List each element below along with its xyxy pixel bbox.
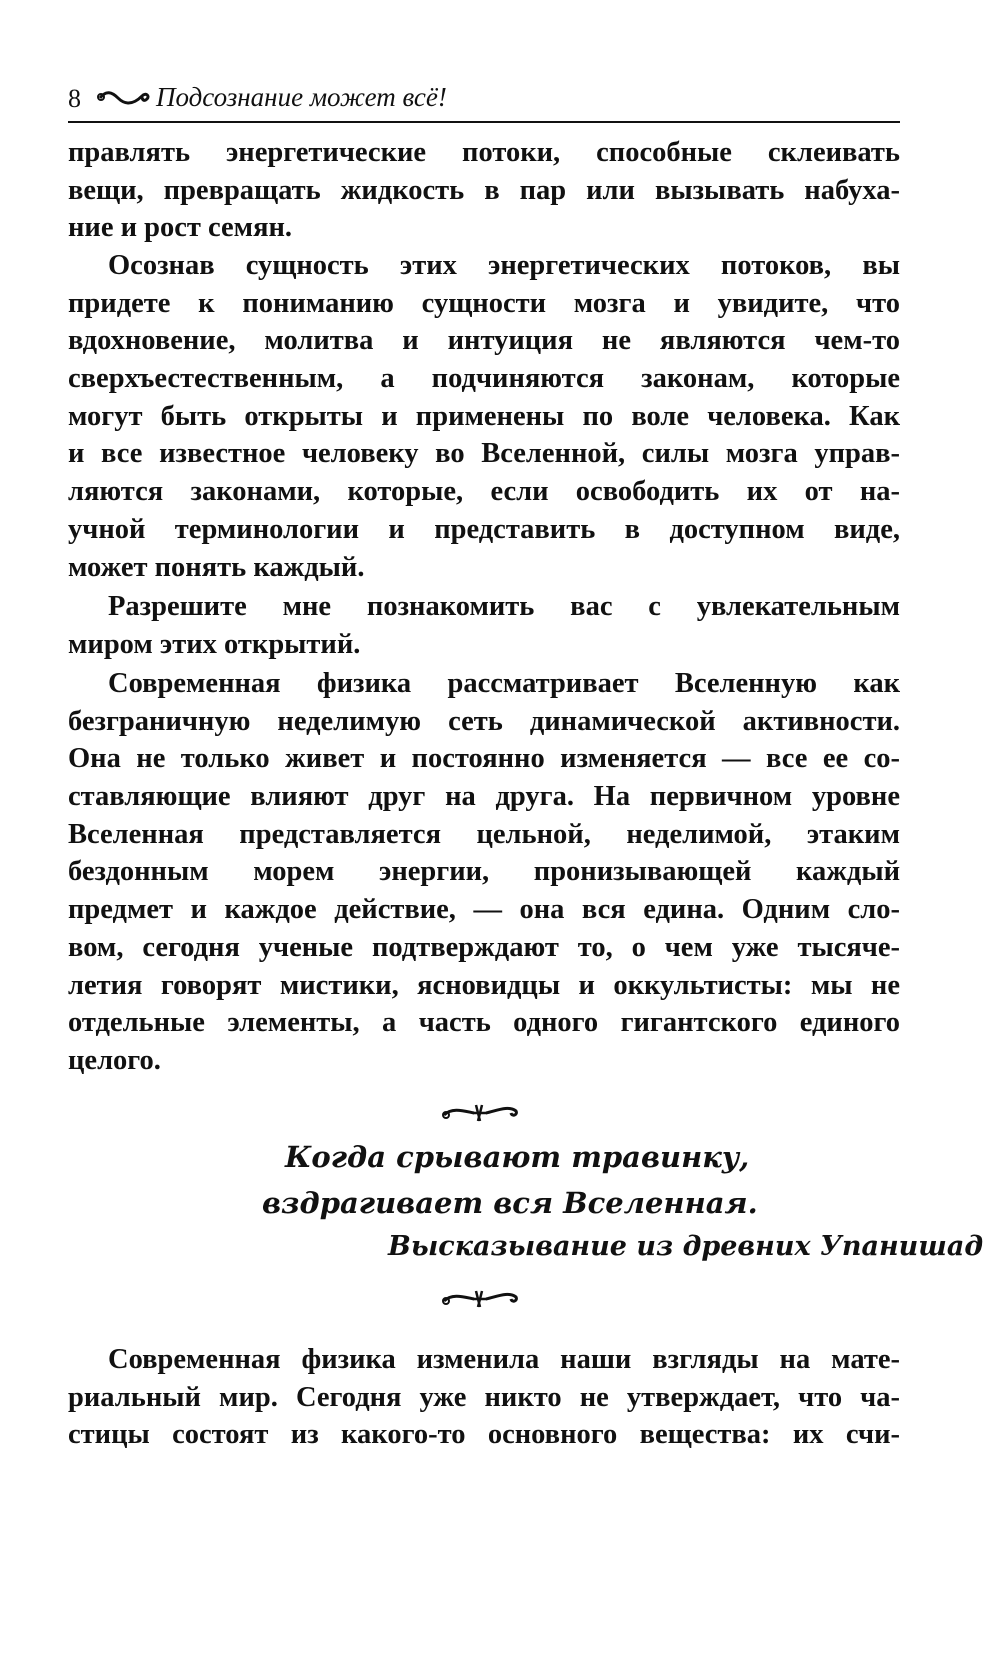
paragraph-5 <box>68 1341 900 1454</box>
page-number: 8 <box>68 84 81 113</box>
text-line: Разрешите мне познакомить вас с увлекательным <box>108 591 900 622</box>
paragraph-2 <box>68 247 900 586</box>
text-line: может понять каждый. <box>68 551 365 583</box>
text-line: предмет и каждое действие, — она вся едина. Одним сло- <box>68 894 900 926</box>
text-line: Она не только живет и постоянно изменяется — все ее со- <box>68 743 900 775</box>
paragraph-1 <box>68 134 900 247</box>
paragraph-3 <box>68 588 900 663</box>
text-line: Современная физика рассматривает Вселенную как <box>108 668 900 699</box>
text-line: ние и рост семян. <box>68 212 293 244</box>
text-line: учной терминологии и представить в доступном виде, <box>68 513 900 545</box>
text-line: вещи, превращать жидкость в пар или вызывать набуха- <box>68 174 900 206</box>
fleuron-icon <box>440 1101 520 1123</box>
text-line: Вселенная представляется цельной, неделимой, этаким <box>68 818 900 850</box>
fleuron-icon <box>440 1287 520 1309</box>
text-line: вдохновение, молитва и интуиция не являются чем-то <box>68 325 900 357</box>
text-line: Осознав сущность этих энергетических потоков, вы <box>108 250 900 281</box>
text-line: безграничную неделимую сеть динамической активности. <box>68 705 900 737</box>
text-line: могут быть открыты и применены по воле человека. Как <box>68 400 900 432</box>
ornament-icon <box>96 88 152 108</box>
text-line: риальный мир. Сегодня уже никто не утверждает, что ча- <box>68 1381 900 1413</box>
epigraph-attribution: Высказывание из древних Упанишад <box>388 1231 984 1262</box>
text-line: бездонным морем энергии, пронизывающей каждый <box>68 856 900 888</box>
text-line: вом, сегодня ученые подтверждают то, о чем уже тысяче- <box>68 931 900 963</box>
text-line: правлять энергетические потоки, способные склеивать <box>68 137 900 168</box>
epigraph-line: Когда срывают травинку, <box>285 1140 750 1174</box>
text-line: Современная физика изменила наши взгляды на мате- <box>108 1344 900 1375</box>
text-line: ляются законами, которые, если освободить их от на- <box>68 476 900 508</box>
running-header <box>68 78 898 118</box>
text-line: ставляющие влияют друг на друга. На первичном уровне <box>68 781 900 813</box>
paragraph-4 <box>68 665 900 1080</box>
text-line: сверхъестественным, а подчиняются законам, которые <box>68 363 900 395</box>
text-line: миром этих открытий. <box>68 628 361 660</box>
text-line: отдельные элементы, а часть одного гигантского единого <box>68 1007 900 1039</box>
text-line: и все известное человеку во Вселенной, силы мозга управ- <box>68 438 900 470</box>
epigraph-line: вздрагивает вся Вселенная. <box>262 1186 758 1220</box>
book-title: Подсознание может всё! <box>156 82 447 112</box>
text-line: придете к пониманию сущности мозга и увидите, что <box>68 287 900 319</box>
text-line: целого. <box>68 1044 161 1076</box>
text-line: стицы состоят из какого-то основного вещества: их счи- <box>68 1419 900 1451</box>
header-rule <box>68 121 900 123</box>
text-line: летия говорят мистики, ясновидцы и оккультисты: мы не <box>68 969 900 1001</box>
